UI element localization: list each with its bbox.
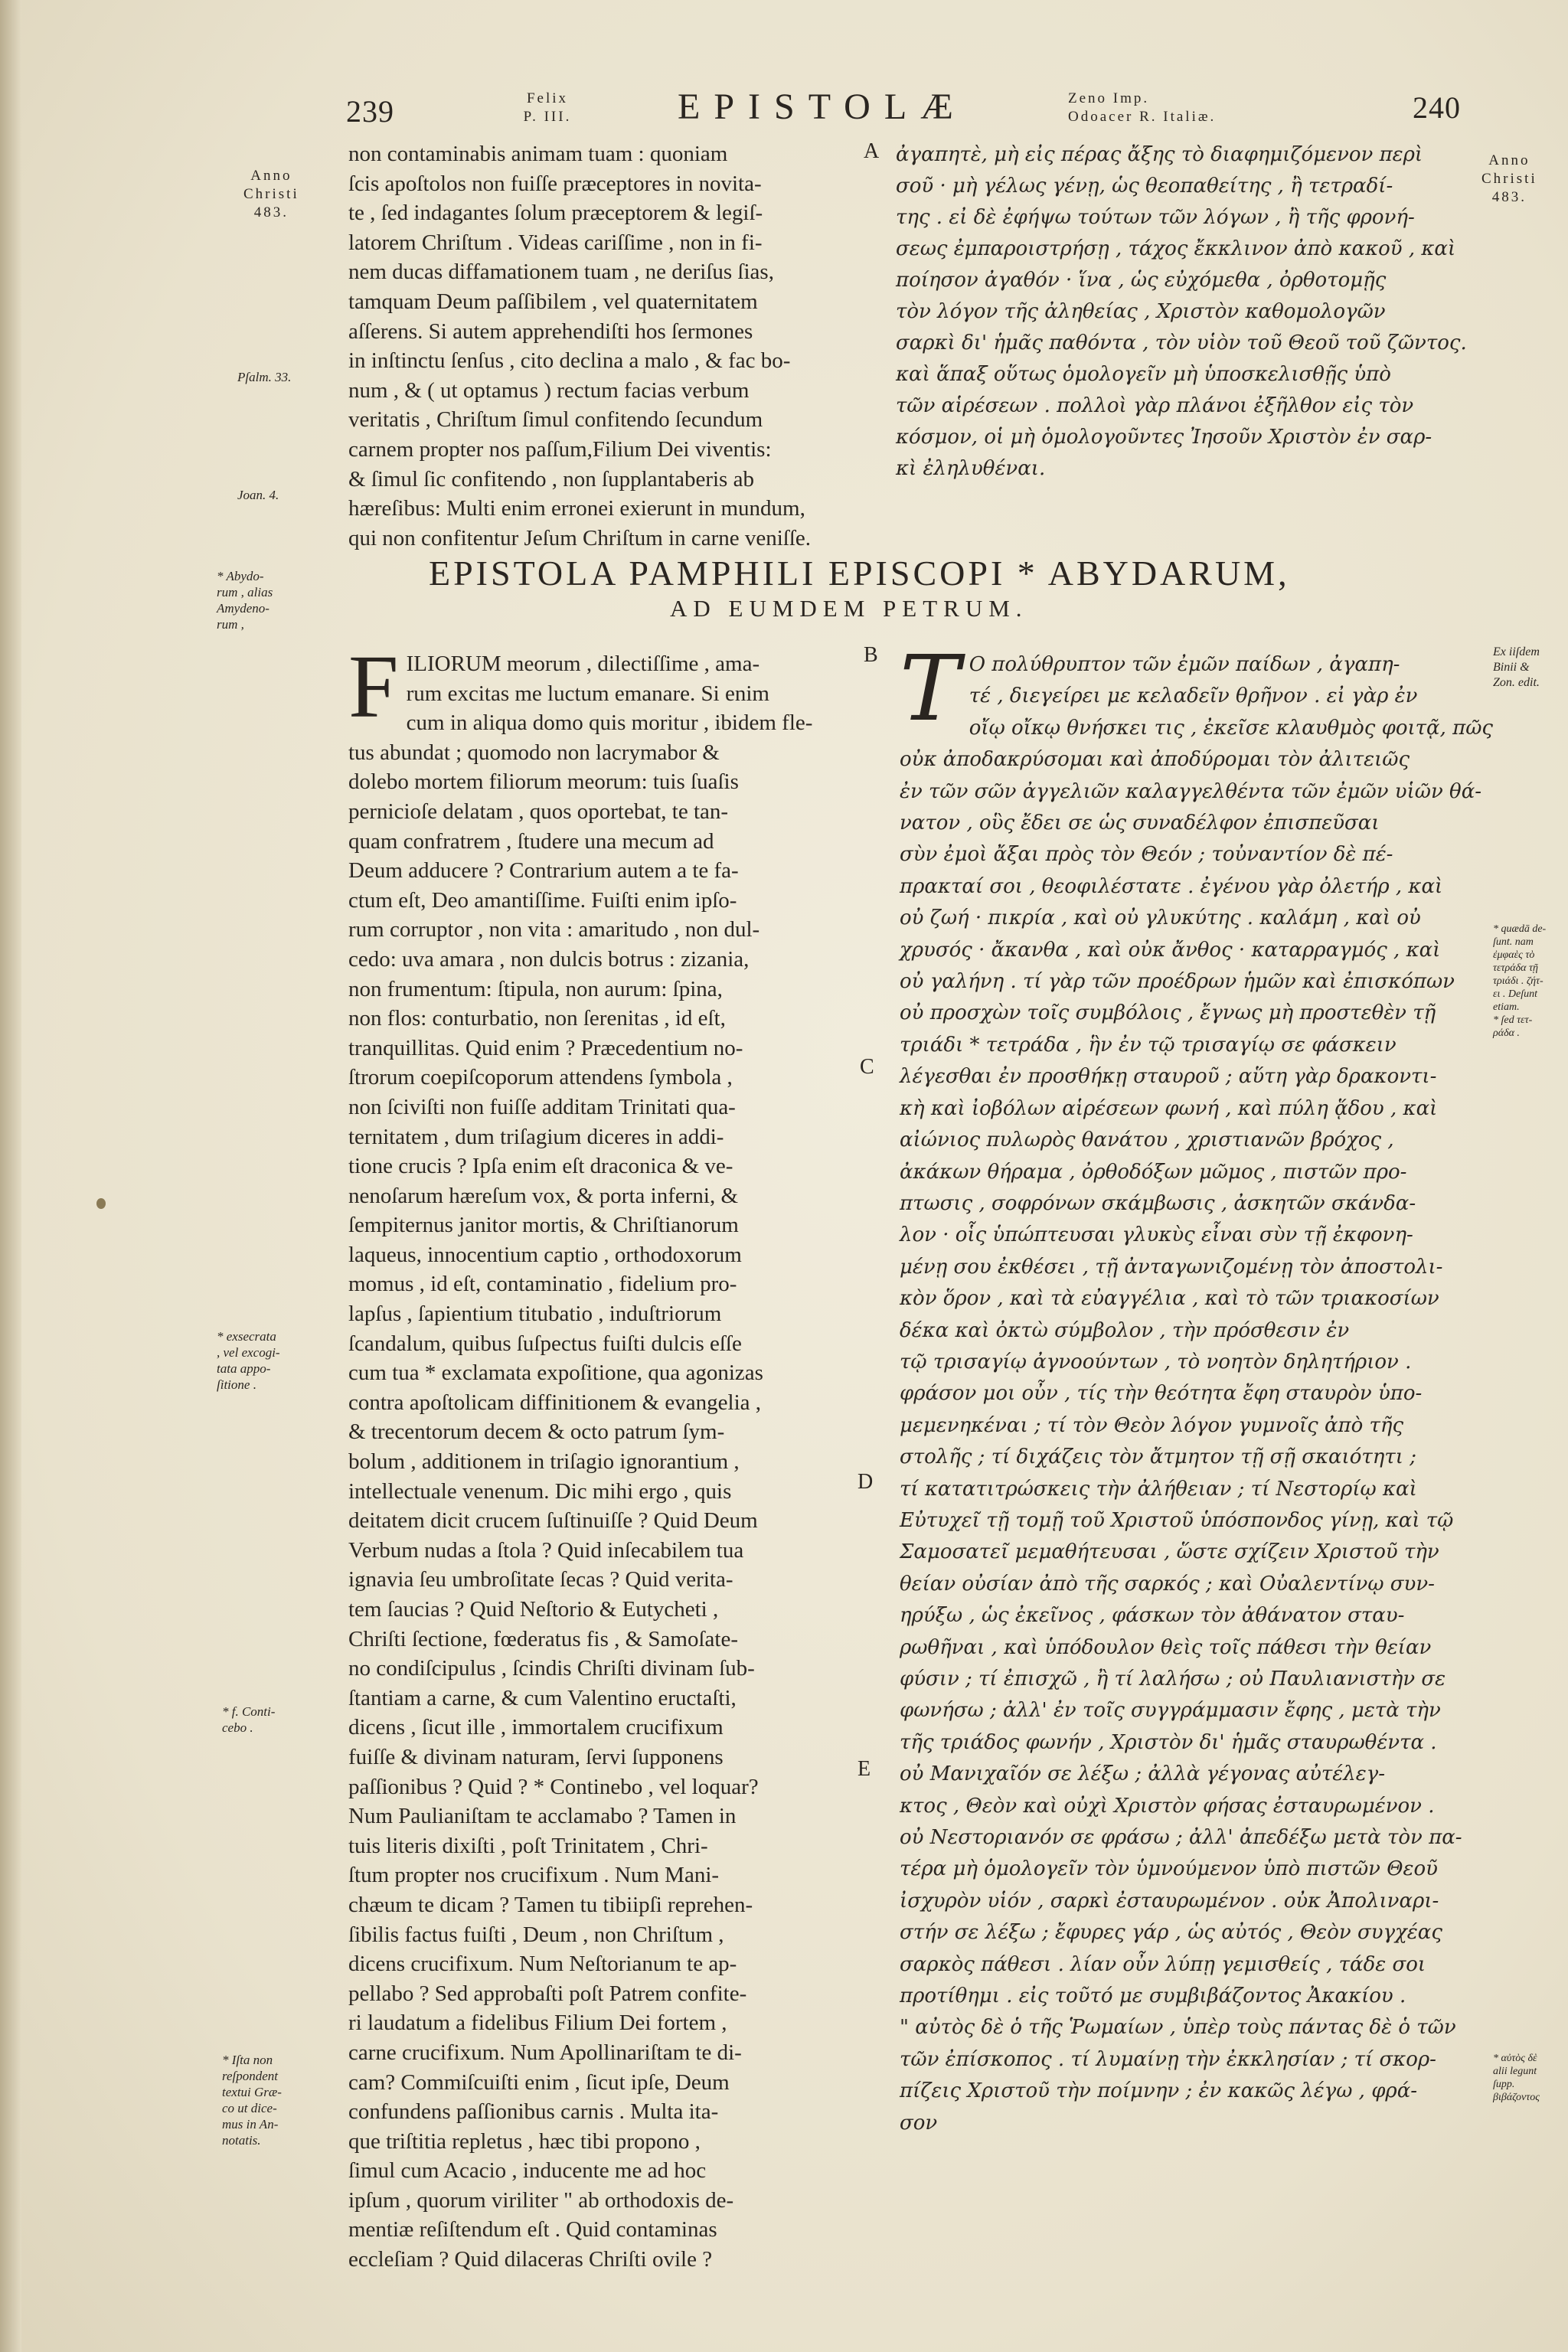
margin-note-line: etiam. <box>1493 1001 1520 1013</box>
greek-line: φωνήσω ; ἀλλ' ἐν τοῖς συγγράμμασιν ἔφης , μετὰ τὴν <box>900 1699 1441 1723</box>
greek-line: δέκα καὶ ὀκτὼ σύμβολον , τὴν πρόσθεσιν ἐν <box>900 1318 1350 1342</box>
margin-note-line: * quædā de- <box>1493 923 1547 935</box>
greek-line: στολῆς ; τί διχάζεις τὸν ἄτμητον τῇ σῇ σκαιότητι ; <box>900 1446 1416 1469</box>
latin-line: ſtantiam a carne, & cum Valentino eructaſti, <box>348 1685 737 1710</box>
margin-note-line: * αὐτὸς δὲ <box>1493 2053 1537 2064</box>
margin-note-line: ει . Deſunt <box>1493 988 1538 1000</box>
header-zeno <box>1068 90 1216 126</box>
greek-line: σον <box>900 2111 938 2135</box>
margin-note-line: Zon. edit. <box>1493 676 1540 689</box>
latin-line: lapſus , ſapientium titubatio , induſtriorum <box>348 1302 722 1327</box>
greek-line: οὐ Μανιχαῖόν σε λέξω ; ἀλλὰ γέγονας αὐτέλεγ- <box>900 1762 1386 1786</box>
latin-line: ri laudatum a fidelibus Filium Dei fortem , <box>348 2011 727 2036</box>
greek-line: θείαν οὐσίαν ἀπὸ τῆς σαρκός ; καὶ Οὐαλεντίνῳ συν- <box>900 1572 1435 1596</box>
latin-line: ternitatem , dum triſagium diceres in addi- <box>348 1124 724 1149</box>
margin-note-quaedam <box>1493 923 1546 1040</box>
margin-note-line: co ut dice- <box>222 2101 277 2115</box>
column-letter-b: B <box>864 643 878 667</box>
latin-line: carnem propter nos paſſum,Filium Dei viventis: <box>348 436 772 462</box>
greek-line: ηρύξω , ὡς ἐκεῖνος , φάσκων τὸν ἀθάνατον σταυ- <box>900 1604 1405 1628</box>
margin-note-line: Ex iiſdem <box>1493 645 1540 658</box>
greek-line: οὐ Νεστοριανόν σε φράσω ; ἀλλ' ἀπεδέξω μετὰ τὸν πα- <box>900 1826 1462 1850</box>
margin-note-line: mus in An- <box>222 2117 279 2132</box>
margin-note-autos <box>1493 2052 1540 2104</box>
latin-line: pernicioſe delatam , quos oportebat, te tan- <box>348 799 729 824</box>
year-note-right <box>1481 152 1537 207</box>
greek-line: πίζεις Χριστοῦ τὴν ποίμνην ; ἐν κακῶς λέγω , φρά- <box>900 2079 1418 2103</box>
margin-note-line: alii legunt <box>1493 2066 1537 2077</box>
latin-line: mentiæ reſiſtendum eſt . Quid contaminas <box>348 2217 717 2243</box>
latin-line: tranquillitas. Quid enim ? Præcedentium no- <box>348 1035 743 1060</box>
greek-line: φύσιν ; τί ἐπισχῶ , ἢ τί λαλήσω ; οὐ Παυλιανιστὴν σε <box>900 1668 1446 1690</box>
latin-line: & ſimul ſic confitendo , non ſupplantaberis ab <box>348 466 754 492</box>
latin-line: tuis literis dixiſti , poſt Trinitatem , Chri- <box>348 1833 708 1858</box>
book-spine <box>0 0 21 2352</box>
latin-line: non frumentum: ſtipula, non aurum: ſpina, <box>348 976 723 1001</box>
margin-note-abydorum <box>217 568 273 632</box>
greek-line: οὐ ζωή · πικρία , καὶ οὐ γλυκύτης . καλάμη , καὶ οὐ <box>900 906 1421 930</box>
greek-line: καὶ ἅπαξ οὕτως ὁμολογεῖν μὴ ὑποσκελισθῇς ὑπὸ <box>896 363 1391 386</box>
greek-line: πτωσις , σοφρόνων σκάμβωσις , ἀσκητῶν σκάνδα- <box>900 1191 1416 1215</box>
greek-line: οὐκ ἀποδακρύσομαι καὶ ἀποδύρομαι τὸν ἀλιτειῶς <box>900 748 1410 772</box>
margin-note-line: * exsecrata <box>217 1329 276 1344</box>
greek-line: λον · οἷς ὑπώπτευσαι γλυκὺς εἶναι σὺν τῇ ἐκφονη- <box>900 1223 1413 1247</box>
margin-note-line: ἐμφαὲς τὸ <box>1493 949 1535 961</box>
year-anno: Anno <box>1488 152 1530 168</box>
latin-line: ſempiternus janitor mortis, & Chriſtianorum <box>348 1213 739 1238</box>
header-odoacer: Odoacer R. Italiæ. <box>1068 109 1217 125</box>
header-felix <box>501 90 593 126</box>
greek-column-main <box>900 635 1493 2139</box>
latin-line: fuiſſe & divinam naturam, ſervi ſupponens <box>348 1744 724 1769</box>
margin-note-line: * Iſta non <box>222 2053 273 2067</box>
column-letter-e: E <box>858 1757 871 1781</box>
greek-line: λέγεσθαι ἐν προσθήκῃ σταυροῦ ; αὕτη γὰρ δρακοντι- <box>900 1065 1437 1089</box>
epistle-title: EPISTOLA PAMPHILI EPISCOPI * ABYDARUM, <box>429 554 1290 593</box>
margin-note-line: textui Græ- <box>222 2085 282 2099</box>
latin-line: tamquam Deum paſſibilem , vel quaternitatem <box>348 289 758 314</box>
latin-line: dolebo mortem filiorum meorum: tuis ſuaſis <box>348 769 739 795</box>
latin-line: nem ducas diffamationem tuam , ne deriſus ſias, <box>348 260 774 285</box>
latin-line: cum tua * exclamata expoſitione, qua agonizas <box>348 1361 763 1386</box>
greek-line: τῶν αἱρέσεων . πολλοὶ γὰρ πλάνοι ἐξῆλθον εἰς τὸν <box>896 394 1414 417</box>
greek-column-top <box>896 139 1478 485</box>
latin-line: ſcandalum, quibus ſuſpectus fuiſti dulcis eſſe <box>348 1331 742 1356</box>
margin-note-line: * ſed τετ- <box>1493 1014 1533 1026</box>
margin-note-ex-iisdem <box>1493 645 1540 691</box>
epistle-subtitle: AD EUMDEM PETRUM. <box>670 595 1028 622</box>
greek-line: Εὐτυχεῖ τῇ τομῇ τοῦ Χριστοῦ ὑπόσπονδος γίνῃ, καὶ τῷ <box>900 1508 1454 1532</box>
margin-note-line: βιβάζοντος <box>1493 2092 1540 2103</box>
margin-note-continebo <box>222 1704 275 1736</box>
latin-column-top <box>348 139 854 553</box>
margin-note-ista <box>222 2052 282 2148</box>
latin-line: tem ſaucias ? Quid Neſtorio & Eutycheti , <box>348 1597 719 1622</box>
paper-stain <box>96 1198 106 1209</box>
latin-line: ſcis apoſtolos non fuiſſe præceptores in novita- <box>348 171 762 196</box>
latin-line: quam confratrem , ſtudere una mecum ad <box>348 828 714 854</box>
greek-line: οὐ προσχὼν τοῖς συμβόλοις , ἔγνως μὴ προστεθὲν τῇ <box>900 1001 1436 1025</box>
greek-line: χρυσός · ἄκανθα , καὶ οὐκ ἄνθος · καταρραγμός , καὶ <box>900 938 1441 962</box>
greek-line: σοῦ · μὴ γέλως γένῃ, ὡς θεοπαθείτης , ἢ τετραδί- <box>896 175 1393 198</box>
greek-line: πρακταί σοι , θεοφιλέστατε . ἐγένου γὰρ ὀλετήρ , καὶ <box>900 874 1443 898</box>
margin-note-line: ſunt. nam <box>1493 936 1534 948</box>
page-number-left: 239 <box>346 94 394 129</box>
latin-line: non contaminabis animam tuam : quoniam <box>348 142 728 166</box>
latin-line: latorem Chriſtum . Videas cariſſime , non in fi- <box>348 230 763 255</box>
latin-line: no condiſcipulus , ſcindis Chriſti divinam ſub- <box>348 1656 755 1681</box>
margin-note-exsecrata <box>217 1328 280 1393</box>
year-christi: Christi <box>243 186 299 202</box>
margin-note-line: τετράδα τῇ <box>1493 962 1538 974</box>
greek-line: σεως ἐμπαροιστρήσῃ , τάχος ἔκκλινον ἀπὸ κακοῦ , καὶ <box>896 237 1456 260</box>
latin-line: ſtum propter nos crucifixum . Num Mani- <box>348 1863 720 1888</box>
margin-note-line: cebo . <box>222 1720 253 1735</box>
column-letter-a: A <box>864 139 880 163</box>
latin-line: laqueus, innocentium captio , orthodoxorum <box>348 1242 742 1267</box>
latin-line: qui non confitentur Jeſum Chriſtum in carne veniſſe. <box>348 525 812 550</box>
latin-line: confundens paſſionibus carnis . Multa ita- <box>348 2099 719 2125</box>
year-value: 483. <box>253 204 289 220</box>
year-christi: Christi <box>1481 171 1537 187</box>
latin-line: rum excitas me luctum emanare. Si enim <box>406 681 769 706</box>
latin-line: deitatem dicit crucem ſuſtinuiſſe ? Quid Deum <box>348 1508 758 1534</box>
greek-line: τέρα μὴ ὁμολογεῖν τὸν ὑμνούμενον ὑπὸ πιστῶν Θεοῦ <box>900 1857 1438 1881</box>
margin-note-line: * Abydo- <box>217 569 264 583</box>
greek-line: μεμενηκέναι ; τί τὸν Θεὸν λόγον γυμνοῖς ἀπὸ τῆς <box>900 1413 1404 1437</box>
greek-line: ρωθῆναι , καὶ ὑπόδουλον θεὶς τοῖς πάθεσι τὴν θείαν <box>900 1635 1432 1659</box>
latin-line: ignavia ſeu umbroſitate ſecas ? Quid verita- <box>348 1567 733 1592</box>
greek-line: προτίθημι . εἰς τοῦτό με συμβιβάζοντος Ἀκακίου . <box>900 1984 1406 2008</box>
latin-line: contra apoſtolicam diffinitionem & evangelia , <box>348 1390 762 1415</box>
year-note-left <box>243 167 299 222</box>
column-letter-d: D <box>858 1470 874 1494</box>
year-anno: Anno <box>250 168 292 184</box>
greek-line: ἐν τῶν σῶν ἀγγελιῶν καλαγγελθέντα τῶν ἐμῶν υἱῶν θά- <box>900 779 1482 803</box>
greek-line: τέ , διεγείρει με κελαδεῖν θρῆνον . εἰ γὰρ ἐν <box>969 684 1418 708</box>
latin-line: dicens crucifixum. Num Neſtorianum te ap- <box>348 1952 737 1977</box>
latin-line: Deum adducere ? Contrarium autem a te fa- <box>348 858 739 884</box>
latin-line: Verbum nudas a ſtola ? Quid inſecabilem tua <box>348 1537 744 1563</box>
latin-line: hæreſibus: Multi enim erronei exierunt in mundum, <box>348 496 805 521</box>
latin-line: & trecentorum decem & octo patrum ſym- <box>348 1419 725 1445</box>
latin-line: non flos: conturbatio, non ſerenitas , id eſt, <box>348 1006 726 1031</box>
latin-line: in inſtinctu ſenſus , cito declina a malo , & fac bo- <box>348 348 791 374</box>
latin-line: momus , id eſt, contaminatio , fidelium pro- <box>348 1272 737 1297</box>
latin-line: carne crucifixum. Num Apollinariſtam te di- <box>348 2040 742 2065</box>
latin-line: que triſtitia repletus , hæc tibi propono , <box>348 2128 701 2154</box>
greek-line: τριάδι * τετράδα , ἣν ἐν τῷ τρισαγίῳ σε φάσκειν <box>900 1033 1396 1057</box>
greek-line: κόσμον, οἱ μὴ ὁμολογοῦντες Ἰησοῦν Χριστὸν ἐν σαρ- <box>896 426 1432 449</box>
greek-line: κτος , Θεὸν καὶ οὐχὶ Χριστὸν φήσας ἐσταυρωμένον . <box>900 1794 1435 1818</box>
margin-note-line: ράδα . <box>1493 1027 1520 1039</box>
latin-line: Num Paulianiſtam te acclamabo ? Tamen in <box>348 1804 737 1829</box>
margin-note-line: rum , alias <box>217 585 273 599</box>
greek-line: κὶ ἐληλυθέναι. <box>896 457 1046 480</box>
header-felix-name: Felix <box>526 90 569 106</box>
latin-line: intellectuale venenum. Dic mihi ergo , quis <box>348 1478 732 1504</box>
greek-line: μένῃ σου ἐκθέσει , τῇ ἀνταγωνιζομένῃ τὸν ἀποστολι- <box>900 1255 1443 1279</box>
greek-line: ἀκάκων θήραμα , ὀρθοδόξων μῶμος , πιστῶν προ- <box>900 1160 1407 1184</box>
drop-cap-latin: F <box>348 636 399 737</box>
latin-column-main <box>348 636 854 2275</box>
greek-line: Σαμοσατεῖ μεμαθήτευσαι , ὥστε σχίζειν Χριστοῦ τὴν <box>900 1540 1439 1564</box>
latin-line: bolum , additionem in triſagio ignorantium , <box>348 1449 740 1475</box>
margin-note-line: Amydeno- <box>217 601 270 616</box>
margin-note-line: Binii & <box>1493 661 1530 674</box>
greek-line: αἰώνιος πυλωρὸς θανάτου , χριστιανῶν βρόχος , <box>900 1129 1394 1152</box>
margin-note-line: reſpondent <box>222 2069 279 2083</box>
greek-line: νατον , οὓς ἔδει σε ὡς συναδέλφον ἐπισπεῦσαι <box>900 812 1380 835</box>
greek-line: σαρκὸς πάθεσι . λίαν οὖν λύπῃ γεμισθείς , τάδε σοι <box>900 1952 1426 1976</box>
margin-note-line: ſitione . <box>217 1377 256 1392</box>
greek-line: κὴ καὶ ἰοβόλων αἱρέσεων φωνή , καὶ πύλη ᾅδου , καὶ <box>900 1096 1438 1120</box>
greek-line: κὸν ὅρον , καὶ τὰ εὐαγγέλια , καὶ τὸ τῶν τριακοσίων <box>900 1287 1439 1311</box>
page-number-right: 240 <box>1413 90 1461 125</box>
greek-line: τὸν λόγον τῆς ἀληθείας , Χριστὸν καθομολογῶν <box>896 300 1386 323</box>
greek-line: σαρκὶ δι' ἡμᾶς παθόντα , τὸν υἱὸν τοῦ Θεοῦ τοῦ ζῶντος. <box>896 332 1467 354</box>
greek-line: τῆς τριάδος φωνήν , Χριστὸν δι' ἡμᾶς σταυρωθέντα . <box>900 1730 1437 1754</box>
latin-line: nenoſarum hæreſum vox, & porta inferni, & <box>348 1183 739 1208</box>
latin-first-line: ILIORUM meorum , dilectiſſime , ama- <box>406 652 760 676</box>
greek-line: φράσον μοι οὖν , τίς τὴν θεότητα ἔφη σταυρὸν ὑπο- <box>900 1382 1423 1406</box>
latin-line: te , ſed indagantes ſolum præceptorem & legiſ- <box>348 201 763 226</box>
greek-line: οἴῳ οἴκῳ θνήσκει τις , ἐκεῖσε κλαυθμὸς φοιτᾷ, πῶς <box>969 716 1493 740</box>
latin-line: Chriſti ſectione, fœderatus fis , & Samoſate- <box>348 1626 738 1651</box>
header-title: EPISTOLÆ <box>678 87 967 127</box>
latin-line: ipſum , quorum viriliter " ab orthodoxis de- <box>348 2187 734 2213</box>
margin-note-line: ſupp. <box>1493 2079 1515 2090</box>
margin-note-line: notatis. <box>222 2133 261 2148</box>
latin-line: num , & ( ut optamus ) rectum facias verbum <box>348 377 750 403</box>
greek-line: ἀγαπητὲ, μὴ εἰς πέρας ἄξης τὸ διαφημιζόμενον περὶ <box>896 143 1423 166</box>
latin-line: paſſionibus ? Quid ? * Continebo , vel loquar? <box>348 1774 759 1799</box>
greek-line: οὐ γαλήνη . τί γὰρ τῶν προέδρων ἡμῶν καὶ ἐπισκόπων <box>900 970 1455 994</box>
greek-line: σὺν ἐμοὶ ἄξαι πρὸς τὸν Θεόν ; τοὐναντίον δὲ πέ- <box>900 843 1393 867</box>
margin-note-joan: Joan. 4. <box>237 488 279 502</box>
greek-line: Ο πολύθρυπτον τῶν ἐμῶν παίδων , ἀγαπη- <box>969 653 1400 676</box>
latin-line: eccleſiam ? Quid dilaceras Chriſti ovile ? <box>348 2247 713 2272</box>
latin-line: non ſciviſti non fuiſſe additam Trinitati qua- <box>348 1094 736 1119</box>
greek-line: της . εἰ δὲ ἐφήψω τούτων τῶν λόγων , ἢ τῆς φρονή- <box>896 206 1415 229</box>
latin-line: tione crucis ? Ipſa enim eſt draconica & ve- <box>348 1154 733 1179</box>
latin-line: ſibilis factus fuiſti , Deum , non Chriſtum , <box>348 1922 724 1947</box>
latin-line: veritatis , Chriſtum ſimul confitendo ſecundum <box>348 407 763 433</box>
latin-line: cam? Commiſcuiſti enim , ſicut ipſe, Deum <box>348 2069 730 2095</box>
latin-line: tus abundat ; quomodo non lacrymabor & <box>348 740 720 765</box>
margin-note-line: tata appo- <box>217 1361 271 1376</box>
latin-line: cum in aliqua domo quis moritur , ibidem fle- <box>406 710 813 736</box>
margin-note-line: τριάδι . ζήτ- <box>1493 975 1544 987</box>
greek-line: ἰσχυρὸν υἱόν , σαρκὶ ἐσταυρωμένον . οὐκ Ἀπολιναρι- <box>900 1889 1439 1913</box>
column-letter-c: C <box>860 1055 874 1079</box>
year-value: 483. <box>1491 189 1527 205</box>
latin-line: aſſerens. Si autem apprehendiſti hos ſermones <box>348 318 753 344</box>
margin-note-line: rum , <box>217 617 244 632</box>
latin-line: cedo: uva amara , non dulcis botrus : zizania, <box>348 946 750 972</box>
greek-line: τῶν ἐπίσκοπος . τί λυμαίνῃ τὴν ἐκκλησίαν ; τί σκορ- <box>900 2047 1436 2071</box>
header-felix-sub: P. III. <box>523 109 572 125</box>
latin-line: ctum eſt, Deo amantiſſime. Fuiſti enim ipſo- <box>348 887 737 913</box>
latin-line: dicens , ſicut ille , immortalem crucifixum <box>348 1715 724 1740</box>
greek-line: ποίησον ἀγαθόν · ἵνα , ὡς εὐχόμεθα , ὀρθοτομῇς <box>896 269 1387 292</box>
greek-line: στήν σε λέξω ; ἔφυρες γάρ , ὡς αὐτός , Θεὸν συγχέας <box>900 1921 1442 1945</box>
greek-line: τῷ τρισαγίῳ ἀγνοούντων , τὸ νοητὸν δηλητήριον . <box>900 1350 1412 1374</box>
header-zeno-name: Zeno Imp. <box>1068 90 1150 106</box>
latin-line: chæum te dicam ? Tamen tu tibiipſi reprehen- <box>348 1892 753 1917</box>
greek-line: " αὐτὸς δὲ ὁ τῆς Ῥωμαίων , ὑπὲρ τοὺς πάντας δὲ ὁ τῶν <box>900 2016 1456 2040</box>
greek-line: τί κατατιτρώσκεις τὴν ἀλήθειαν ; τί Νεστορίῳ καὶ <box>900 1477 1417 1501</box>
latin-line: pellabo ? Sed approbaſti poſt Patrem confite- <box>348 1981 747 2006</box>
latin-line: rum corruptor , non vita : amaritudo , non dul- <box>348 917 760 942</box>
margin-note-line: * f. Conti- <box>222 1704 276 1719</box>
drop-cap-greek: Τ <box>900 635 960 741</box>
margin-note-line: , vel excogi- <box>217 1345 280 1360</box>
margin-note-psalm: Pſalm. 33. <box>237 370 292 384</box>
latin-line: ſtrorum coepiſcoporum attendens ſymbola , <box>348 1065 733 1090</box>
latin-line: ſimul cum Acacio , inducente me ad hoc <box>348 2158 707 2184</box>
